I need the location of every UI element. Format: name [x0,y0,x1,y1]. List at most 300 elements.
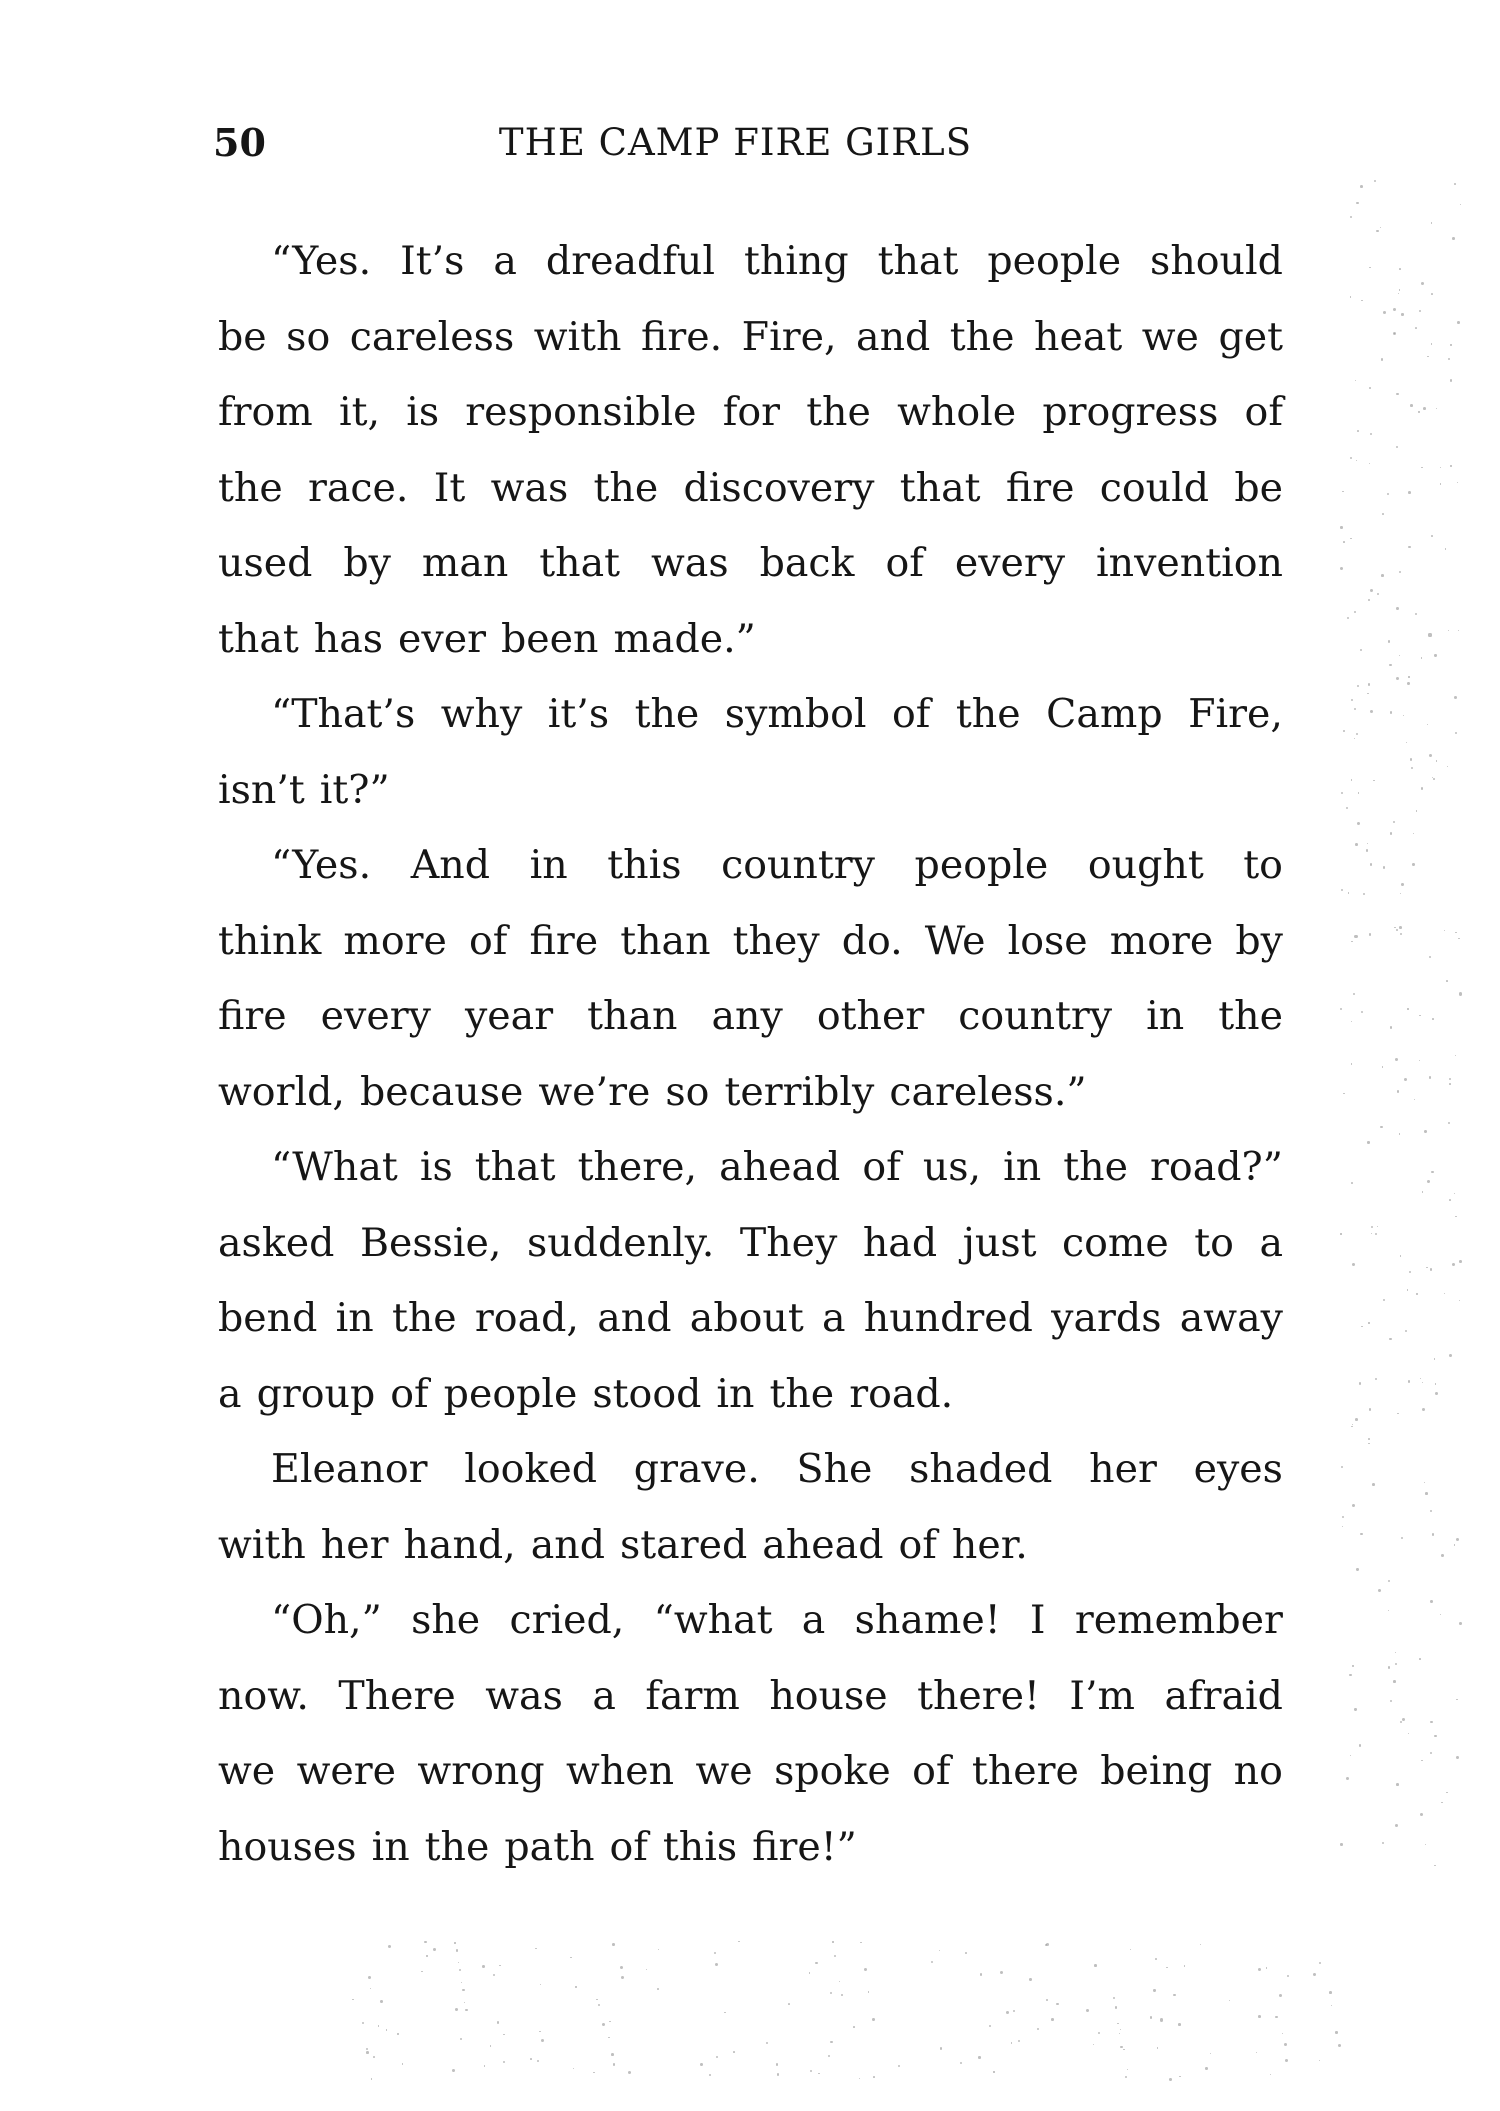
speckle [715,1963,718,1966]
word: terribly [724,1068,875,1115]
word: every [954,540,1066,586]
speckle [1412,863,1415,866]
word: bend [218,1295,318,1341]
speckle [1340,567,1343,570]
speckle [1401,883,1404,886]
word: discovery [683,464,875,511]
speckle [1410,758,1413,761]
speckle [1353,993,1355,995]
speckle [535,1948,536,1949]
speckle [1369,267,1371,269]
word: the [806,389,871,435]
speckle [1408,546,1410,548]
speckle [1169,2078,1172,2081]
word: were [296,1748,397,1794]
speckle [1340,1008,1342,1010]
speckle [1380,227,1381,228]
speckle [1427,724,1428,725]
speckle [1398,293,1399,294]
speckle [1346,807,1348,809]
speckle [1360,649,1362,651]
speckle [1368,599,1370,601]
speckle [1434,1865,1435,1866]
speckle [1415,613,1417,615]
word: Eleanor [271,1446,428,1492]
speckle [1341,792,1343,794]
speckle [1409,1271,1411,1273]
word: of [609,1823,648,1870]
word: house [769,1672,888,1719]
speckle [1449,1199,1451,1201]
speckle [461,1982,462,1983]
word: We [924,917,986,964]
speckle [1399,268,1401,270]
speckle [1455,1055,1456,1056]
speckle [465,2009,467,2011]
speckle [1378,1589,1381,1592]
speckle [1393,1680,1396,1683]
speckle [1342,1516,1344,1518]
speckle [1045,1944,1047,1946]
speckle [1387,493,1389,495]
word: was [490,464,569,511]
word: thing [743,238,849,284]
speckle [1411,767,1413,769]
speckle [1258,2015,1261,2018]
speckle [1403,715,1404,716]
speckle [1127,2069,1128,2070]
speckle [575,1986,576,1987]
speckle [1350,216,1352,218]
speckle [1446,980,1448,982]
speckle [1098,2032,1100,2034]
speckle [1407,682,1410,685]
word: eyes [1193,1446,1283,1492]
speckle [426,1955,427,1956]
speckle [1376,230,1378,232]
speckle [853,2026,855,2028]
word: invention [1096,540,1283,586]
word: the [634,691,700,737]
speckle [1440,1614,1441,1615]
speckle [1459,1300,1460,1301]
text-line [218,1281,1283,1357]
word: shaded [909,1446,1053,1492]
speckle [1349,1674,1351,1676]
speckle [1454,1193,1455,1194]
speckle [1119,2033,1120,2034]
word: “That’s [271,691,416,737]
speckle [503,2061,505,2063]
word: so [665,1068,710,1115]
speckle [1285,2059,1288,2062]
speckle [716,2056,718,2058]
speckle [1402,1718,1405,1721]
speckle [1340,1843,1342,1845]
speckle [1375,1378,1377,1380]
speckle [1094,1964,1097,1967]
speckle [1258,1968,1261,1971]
word: Fire, [1188,691,1283,737]
word: by [1235,917,1283,964]
speckle [1444,930,1445,931]
word: there, [577,1144,698,1190]
speckle [1368,1443,1369,1444]
speckle [1449,1083,1451,1085]
speckle [1424,1130,1427,1133]
speckle [1340,1233,1341,1234]
speckle [1400,1255,1401,1256]
speckle [573,2068,574,2069]
speckle [1340,526,1342,528]
speckle [1370,710,1373,713]
speckle [1029,1978,1032,1981]
speckle [1449,1354,1452,1357]
speckle [1357,430,1359,432]
speckle [940,2047,943,2050]
speckle [993,2071,994,2072]
speckle [1450,344,1451,345]
word: Fire, [741,313,837,360]
speckle [1319,1962,1321,1964]
word: a [218,1370,242,1417]
word: and [597,1295,672,1341]
speckle [1342,491,1344,493]
word: a [821,1295,846,1341]
word: more [343,917,447,964]
speckle [1370,589,1373,592]
speckle [1338,2044,1341,2047]
speckle [602,2023,605,2026]
speckle [1178,2023,1181,2026]
word: It [433,464,466,511]
speckle [1405,1330,1407,1332]
speckle [1120,2046,1123,2049]
speckle [370,1988,371,1989]
speckle [621,1976,624,1979]
speckle [1446,1792,1448,1794]
speckle [1414,1099,1415,1100]
speckle [1456,1699,1458,1701]
speckle [1369,1408,1371,1410]
text-line [218,1055,1283,1131]
text-line [218,753,1283,829]
speckle [1416,1293,1417,1294]
word: her [320,1521,389,1568]
speckle [1419,310,1421,312]
speckle [1173,1994,1176,1997]
word: year [464,993,554,1039]
speckle [1396,1783,1399,1786]
word: we [1141,313,1199,360]
word: it?” [319,766,390,813]
speckle [628,2071,631,2074]
word: they [732,917,820,964]
speckle [1368,1322,1369,1323]
speckle [1256,2052,1257,2053]
speckle [1056,2003,1059,2006]
speckle [456,1949,459,1952]
word: of [1244,389,1283,435]
word: heat [1034,313,1123,360]
word: the [1218,993,1283,1039]
speckle [1319,2060,1320,2061]
speckle [1426,1267,1428,1269]
speckle [960,2062,962,2064]
word: lose [1007,917,1088,964]
speckle [1368,1438,1370,1440]
speckle [1179,2076,1181,2078]
speckle [1355,843,1358,846]
speckle [459,1969,462,1972]
speckle [1441,1802,1443,1804]
word: other [816,993,925,1039]
speckle [1393,308,1396,311]
speckle [646,1969,647,1970]
word: from [218,389,313,435]
speckle [1450,465,1451,466]
word: ahead [762,1521,884,1568]
word: every [320,993,431,1039]
speckle [1399,926,1402,929]
word: the [593,464,659,511]
word: and [856,313,931,360]
text-line [218,1357,1283,1433]
speckle [1166,1967,1167,1968]
speckle [1427,1180,1430,1183]
speckle [1436,408,1437,409]
word: used [218,540,313,586]
speckle [1382,513,1384,515]
speckle [1125,2076,1127,2078]
speckle [980,1973,983,1976]
speckle [1205,2067,1208,2070]
speckle [497,2021,499,2023]
word: man [421,540,509,586]
speckle [499,1965,500,1966]
speckle [458,1962,459,1963]
word: stood [592,1370,702,1417]
speckle [608,2037,609,2038]
speckle [1343,541,1345,543]
word: to [1194,1219,1234,1266]
word: of [469,917,508,964]
word: has [313,615,384,662]
speckle [1430,1510,1432,1512]
word: could [1099,464,1210,511]
word: It’s [400,238,465,284]
word: fire [218,993,287,1039]
speckle [1455,932,1456,933]
word: come [1062,1219,1169,1266]
word: be [218,313,267,360]
speckle [1393,332,1396,335]
word: fire. [640,313,723,360]
word: the [424,1823,490,1870]
speckle [541,2039,544,2042]
text-line [218,224,1283,300]
speckle [1348,892,1349,893]
word: in [1003,1144,1042,1190]
speckle [1455,1216,1457,1218]
speckle [386,2029,387,2030]
speckle [1423,407,1426,410]
word: there! [917,1672,1040,1719]
speckle [1351,1021,1352,1022]
speckle [1351,1063,1353,1065]
speckle [1013,2010,1015,2012]
speckle [1434,1358,1435,1359]
speckle [1371,1226,1373,1228]
speckle [1381,574,1384,577]
speckle [1407,1008,1408,1009]
speckle [1452,1263,1455,1266]
word: yards [1051,1295,1162,1341]
word: because [359,1068,524,1115]
speckle [1432,1533,1435,1536]
word: this [662,1823,738,1870]
speckle [1351,941,1353,943]
speckle [1434,654,1436,656]
word: we [695,1748,753,1794]
word: in [1146,993,1185,1039]
speckle [462,1989,465,1992]
word: And [410,842,490,888]
speckle [1383,311,1386,314]
word: I [1029,1597,1046,1643]
speckle [1421,657,1422,658]
speckle [1368,683,1371,686]
speckle [1433,778,1435,780]
speckle [1351,779,1352,780]
speckle [1452,237,1455,240]
speckle [1350,538,1351,539]
word: people [443,1370,578,1417]
text-line [218,1734,1283,1810]
word: “Oh,” [271,1597,382,1643]
speckle [1329,1991,1332,1994]
speckle [1357,822,1360,825]
word: in [335,1295,374,1341]
speckle [1421,1760,1422,1761]
speckle [1331,2005,1332,2006]
speckle [810,2070,812,2072]
speckle [1395,1824,1398,1827]
speckle [1458,938,1460,940]
word: and [530,1521,606,1568]
speckle [537,2060,539,2062]
speckle [1429,1076,1431,1078]
speckle [1457,321,1460,324]
speckle [1408,1733,1409,1734]
word: world, [218,1068,345,1115]
word: afraid [1164,1672,1283,1719]
speckle [1430,1721,1433,1724]
speckle [1369,387,1371,389]
speckle [939,1950,941,1952]
speckle [371,2078,373,2080]
speckle [1113,1997,1115,1999]
word: ahead [719,1144,841,1190]
word: progress [1042,389,1219,435]
word: been [500,615,599,662]
word: I’m [1069,1672,1135,1719]
text-line [218,1583,1283,1659]
word: dreadful [545,238,715,284]
speckle [1449,1078,1451,1080]
speckle [454,1942,455,1943]
word: this [607,842,682,888]
word: shame! [854,1597,1001,1643]
speckle [872,2018,875,2021]
word: think [218,917,322,964]
speckle [1354,611,1356,613]
speckle [1120,2029,1121,2030]
speckle [378,2025,379,2026]
word: for [722,389,780,435]
speckle [1421,467,1422,468]
word: of [898,1521,937,1568]
word: remember [1074,1597,1283,1643]
speckle [1361,300,1362,301]
speckle [1457,482,1458,483]
speckle [1429,754,1432,757]
speckle [1448,358,1450,360]
text-line [218,602,1283,678]
word: They [739,1219,838,1266]
speckle [841,1994,843,1996]
word: in [529,842,568,888]
speckle [1419,1658,1421,1660]
speckle [1006,2011,1009,2014]
speckle [1284,2043,1287,2046]
speckle [1436,760,1438,762]
word: the [218,464,283,511]
word: ought [1087,842,1204,888]
speckle [1406,742,1407,743]
speckle [1418,411,1419,412]
speckle [1086,2009,1089,2012]
speckle [1367,843,1368,844]
speckle [1354,935,1357,938]
speckle [1390,1700,1392,1702]
body-text [218,224,1283,1885]
speckle [539,2031,541,2033]
speckle [1454,1544,1456,1546]
word: isn’t [218,766,305,813]
speckle [1093,2044,1094,2045]
speckle [1408,491,1411,494]
speckle [1419,1015,1420,1016]
text-line [218,451,1283,527]
word: houses [218,1823,357,1870]
speckle [1360,185,1363,188]
speckle [1459,992,1462,995]
speckle [1396,607,1399,610]
speckle [864,1968,867,1971]
speckle [1229,2000,1230,2001]
speckle [1395,1663,1397,1665]
speckle [1377,593,1379,595]
word: country [958,993,1113,1039]
speckle [1396,446,1398,448]
speckle [1123,2049,1124,2050]
speckle [830,2041,833,2044]
word: people [914,842,1049,888]
speckle [1150,2016,1153,2019]
word: “Yes. [271,238,372,284]
word: no [1233,1748,1283,1794]
